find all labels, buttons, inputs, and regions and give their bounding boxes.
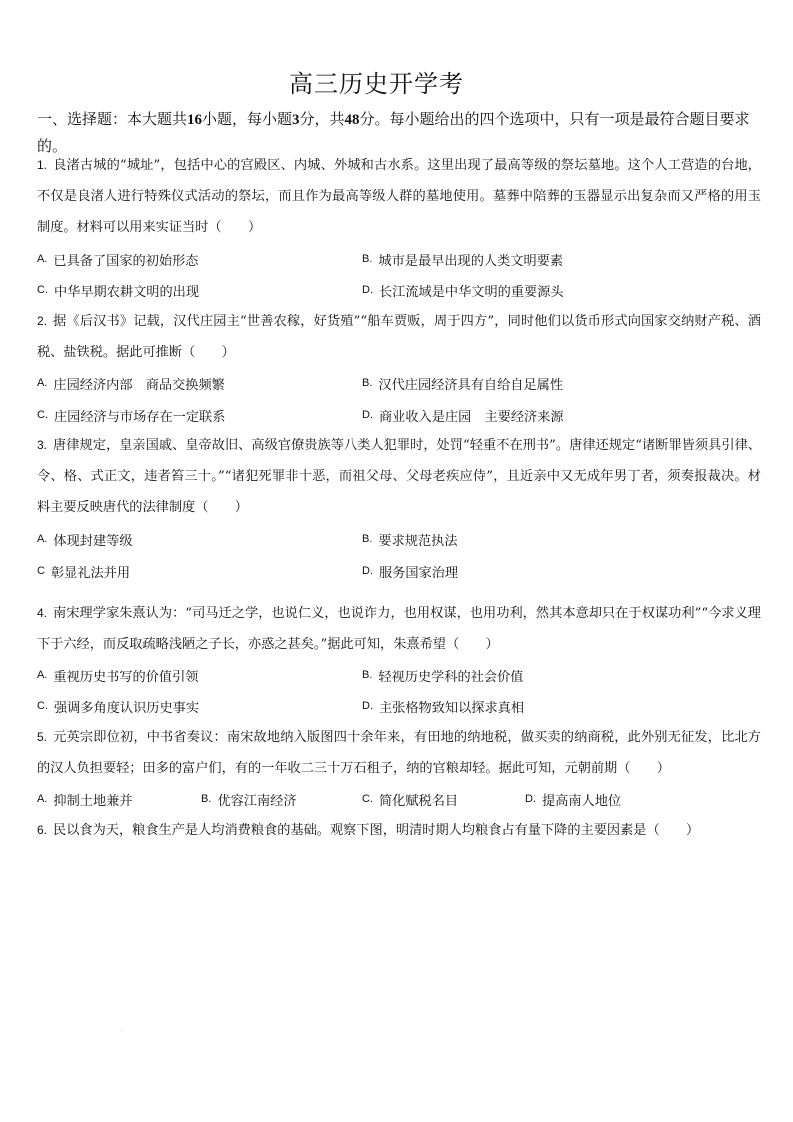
question-5: 5. 元英宗即位初，中书省奏议：南宋故地纳入版图四十余年来，有田地的纳地税，做买卖的纳商税，此外别无征发，比北方的汉人负担要轻；田多的富户们，有的一年收二三十万石租子，纳的官粮却轻。据此可知，元朝前期（ ） xyxy=(37,730,761,776)
option-b[interactable]: $^{B.}$ 要求规范执法 xyxy=(362,533,458,549)
option-b[interactable]: $^{B.}$ 轻视历史学科的社会价值 xyxy=(362,669,524,685)
question-stem: 唐律规定，皇亲国戚、皇帝故旧、高级官僚贵族等八类人犯罪时，处罚“轻重不在刑书”。唐律还规定“诸断罪皆须具引律、令、格、式正文，违者笞三十。”“诸犯死罪非十恶，而祖父母、父母老疾应侍”，且近亲中又无成年男丁者，须奏报裁决。材料主要反映唐代的法律制度（ ） xyxy=(37,438,761,515)
option-b[interactable]: $^{B.}$ 汉代庄园经济具有自给自足属性 xyxy=(362,377,564,393)
total-score: 48 xyxy=(344,112,360,128)
question-3: 3. 唐律规定，皇亲国戚、皇帝故旧、高级官僚贵族等八类人犯罪时，处罚“轻重不在刑书”。唐律还规定“诸断罪皆须具引律、令、格、式正文，违者笞三十。”“诸犯死罪非十恶，而祖父母、父母老疾应侍”，且近亲中又无成年男丁者，须奏报裁决。材料主要反映唐代的法律制度（ ） xyxy=(37,438,761,515)
option-a[interactable]: $^{A.}$ 重视历史书写的价值引领 xyxy=(37,669,199,685)
option-d[interactable]: $^{D.}$ 长江流域是中华文明的重要源头 xyxy=(362,284,564,300)
section-instructions: 一、选择题：本大题共16小题，每小题3分，共48分。每小题给出的四个选项中，只有一项是最符合题目要求的。 xyxy=(37,110,750,155)
option-d[interactable]: $^{D.}$ 商业收入是庄园 主要经济来源 xyxy=(362,409,564,425)
score-per-question: 3 xyxy=(292,112,300,128)
question-count: 16 xyxy=(187,112,203,128)
question-stem: 民以食为天，粮食生产是人均消费粮食的基础。观察下图，明清时期人均粮食占有量下降的主要因素是（ ） xyxy=(53,823,700,838)
question-4: 4. 南宋理学家朱熹认为：“司马迁之学，也说仁义，也说诈力，也用权谋，也用功利，然其本意却只在于权谋功利”“今求义理下于六经，而反取疏略浅陋之子长，亦惑之甚矣。”据此可知，朱熹希望（ ） xyxy=(37,606,761,652)
option-a[interactable]: $^{A.}$ 已具备了国家的初始形态 xyxy=(37,253,199,269)
option-c[interactable]: $^{C.}$ 中华早期农耕文明的出现 xyxy=(37,284,200,300)
question-2: 2. 据《后汉书》记载，汉代庄园主“世善农稼，好货殖”“船车贾贩，周于四方”，同时他们以货币形式向国家交纳财产税、酒税、盐铁税。据此可推断（ ） xyxy=(37,314,761,360)
option-c[interactable]: $^{C.}$ 简化赋税名目 xyxy=(362,793,459,809)
option-c[interactable]: $^{C.}$ 强调多角度认识历史事实 xyxy=(37,700,200,716)
option-b[interactable]: $^{B.}$ 优容江南经济 xyxy=(201,793,297,809)
question-stem: 良渚古城的“城址”，包括中心的宫殿区、内城、外城和古水系。这里出现了最高等级的祭坛墓地。这个人工营造的台地，不仅是良渚人进行特殊仪式活动的祭坛，而且作为最高等级人群的墓地使用。墓葬中陪葬的玉器显示出复杂而又严格的用玉制度。材料可以用来实证当时（ ） xyxy=(37,158,761,235)
option-c[interactable]: $^{C.}$ 庄园经济与市场存在一定联系 xyxy=(37,409,226,425)
option-b[interactable]: $^{B.}$ 城市是最早出现的人类文明要素 xyxy=(362,253,564,269)
option-d[interactable]: $^{D.}$ 服务国家治理 xyxy=(362,565,459,581)
page-title: 高三历史开学考 xyxy=(289,70,464,98)
option-d[interactable]: $^{D.}$ 提高南人地位 xyxy=(525,793,622,809)
option-d[interactable]: $^{D.}$ 主张格物致知以探求真相 xyxy=(362,700,525,716)
question-stem: 据《后汉书》记载，汉代庄园主“世善农稼，好货殖”“船车贾贩，周于四方”，同时他们以货币形式向国家交纳财产税、酒税、盐铁税。据此可推断（ ） xyxy=(37,314,761,360)
question-6: 6. 民以食为天，粮食生产是人均消费粮食的基础。观察下图，明清时期人均粮食占有量下降的主要因素是（ ） xyxy=(37,823,700,838)
page-mark: · xyxy=(121,1028,123,1035)
question-1: 1. 良渚古城的“城址”，包括中心的宫殿区、内城、外城和古水系。这里出现了最高等级的祭坛墓地。这个人工营造的台地，不仅是良渚人进行特殊仪式活动的祭坛，而且作为最高等级人群的墓地使用。墓葬中陪葬的玉器显示出复杂而又严格的用玉制度。材料可以用来实证当时（ ） xyxy=(37,158,761,235)
option-a[interactable]: $^{A.}$ 庄园经济内部 商品交换频繁 xyxy=(37,377,225,393)
option-c[interactable]: $^C$ 彰显礼法并用 xyxy=(37,565,131,581)
option-a[interactable]: $^{A.}$ 抑制土地兼并 xyxy=(37,793,133,809)
question-stem: 元英宗即位初，中书省奏议：南宋故地纳入版图四十余年来，有田地的纳地税，做买卖的纳商税，此外别无征发，比北方的汉人负担要轻；田多的富户们，有的一年收二三十万石租子，纳的官粮却轻。据此可知，元朝前期（ ） xyxy=(37,730,761,776)
option-a[interactable]: $^{A.}$ 体现封建等级 xyxy=(37,533,133,549)
question-stem: 南宋理学家朱熹认为：“司马迁之学，也说仁义，也说诈力，也用权谋，也用功利，然其本意却只在于权谋功利”“今求义理下于六经，而反取疏略浅陋之子长，亦惑之甚矣。”据此可知，朱熹希望（ ） xyxy=(37,606,761,652)
